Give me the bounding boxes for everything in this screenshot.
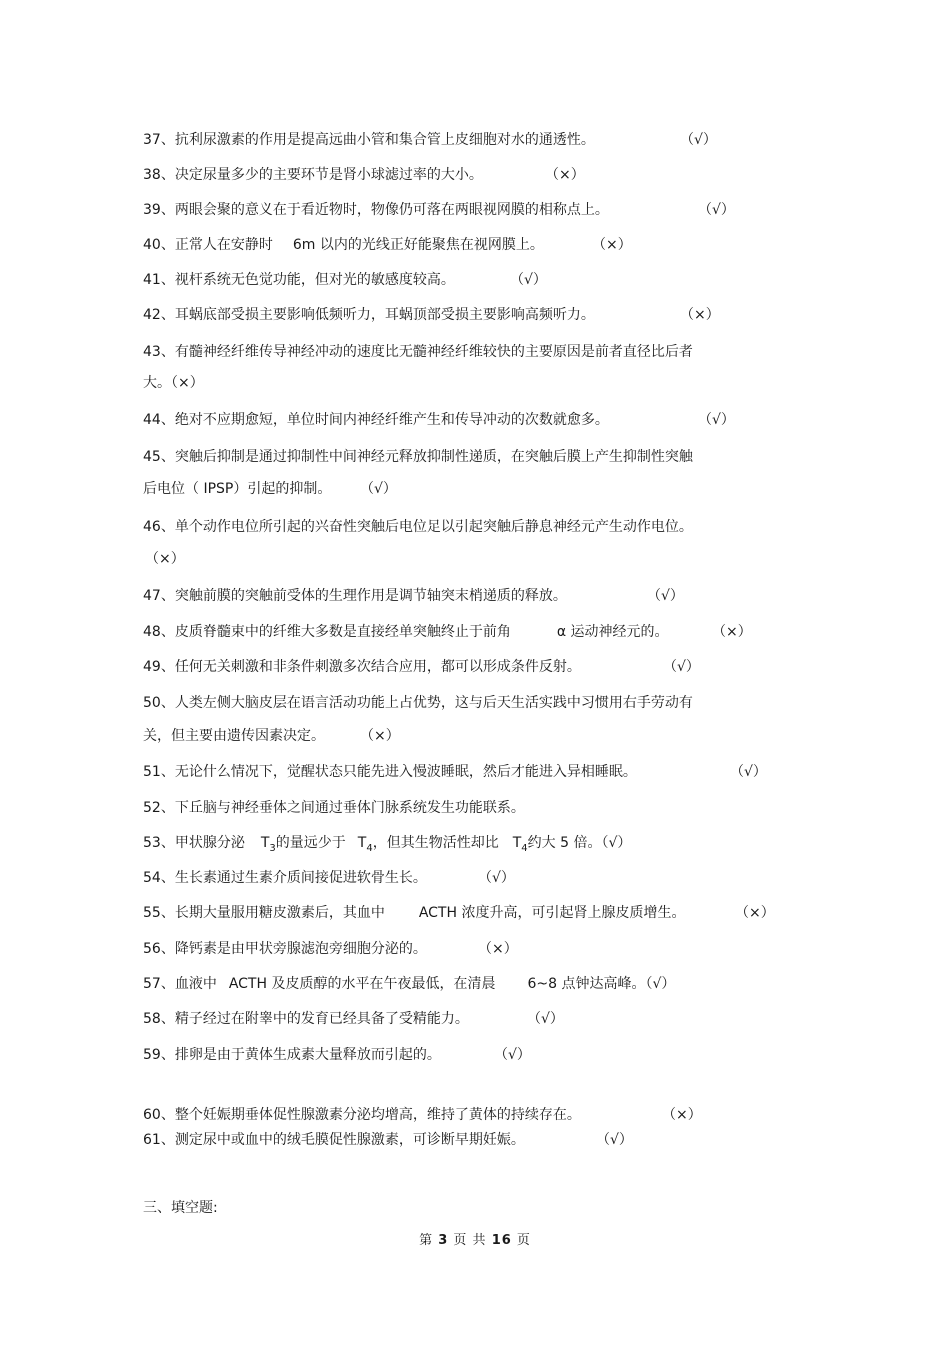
- item-41: [143, 270, 455, 290]
- answer-mark: （√）: [663, 659, 700, 675]
- item-text: 、视杆系统无色觉功能，但对光的敏感度较高。: [160, 272, 455, 288]
- item-55: [143, 903, 685, 923]
- subscript: 4: [366, 842, 373, 854]
- footer-text: 页 共: [453, 1233, 487, 1248]
- answer-mark: （√）: [680, 132, 717, 148]
- item-45: [143, 447, 693, 467]
- item-text: 6m 以内的光线正好能聚焦在视网膜上。: [292, 237, 544, 253]
- item-58: [143, 1009, 469, 1029]
- item-51: [143, 762, 637, 782]
- item-56: [143, 939, 427, 959]
- answer-mark: （×）: [712, 624, 752, 640]
- item-text: 6~8 点钟达高峰。（√）: [527, 976, 676, 992]
- item-number: 45: [143, 449, 161, 465]
- item-number: 51: [143, 764, 161, 780]
- item-text: T: [512, 835, 522, 851]
- item-continuation: 大。（×）: [143, 375, 204, 391]
- answer-mark: （√）: [527, 1011, 564, 1027]
- answer-mark: （√）: [730, 764, 767, 780]
- answer-mark: （×）: [478, 941, 518, 957]
- answer-mark: （×）: [680, 307, 720, 323]
- answer-mark: （√）: [596, 1132, 633, 1148]
- item-text: 、正常人在安静时: [160, 237, 273, 253]
- answer-mark: （×）: [360, 728, 400, 744]
- item-text: 、精子经过在附睾中的发育已经具备了受精能力。: [160, 1011, 469, 1027]
- item-49: [143, 657, 581, 677]
- item-text: 、测定尿中或血中的绒毛膜促性腺激素，可诊断早期妊娠。: [160, 1132, 525, 1148]
- item-text: 、甲状腺分泌: [160, 835, 245, 851]
- item-text: 、有髓神经纤维传导神经冲动的速度比无髓神经纤维较快的主要原因是前者直径比后者: [160, 344, 693, 360]
- item-text: 、下丘脑与神经垂体之间通过垂体门脉系统发生功能联系。: [160, 800, 525, 816]
- item-text: 、长期大量服用糖皮激素后，其血中: [160, 905, 385, 921]
- item-43: [143, 342, 693, 362]
- item-text: 、两眼会聚的意义在于看近物时，物像仍可落在两眼视网膜的相称点上。: [160, 202, 609, 218]
- item-44: [143, 410, 609, 430]
- item-42: [143, 305, 595, 325]
- item-52: [143, 798, 525, 818]
- item-text: 、人类左侧大脑皮层在语言活动功能上占优势，这与后天生活实践中习惯用右手劳动有: [160, 695, 693, 711]
- item-number: 60: [143, 1107, 161, 1123]
- item-text: 、突触前膜的突触前受体的生理作用是调节轴突末梢递质的释放。: [160, 588, 567, 604]
- footer-text: 第: [419, 1233, 434, 1248]
- item-number: 50: [143, 695, 161, 711]
- answer-mark: （√）: [698, 412, 735, 428]
- item-39: [143, 200, 609, 220]
- item-number: 53: [143, 835, 161, 851]
- item-text: α 运动神经元的。: [556, 624, 669, 640]
- item-54: [143, 868, 427, 888]
- item-number: 44: [143, 412, 161, 428]
- item-text: ACTH 及皮质醇的水平在午夜最低，在清晨: [228, 976, 496, 992]
- answer-mark: （√）: [698, 202, 735, 218]
- item-text: T: [260, 835, 270, 851]
- item-number: 49: [143, 659, 161, 675]
- item-48: [143, 622, 669, 642]
- footer-text: 页: [516, 1233, 531, 1248]
- item-text: 、血液中: [160, 976, 217, 992]
- item-40: [143, 235, 544, 255]
- item-61: [143, 1130, 525, 1150]
- item-53: [143, 833, 631, 853]
- item-continuation: 后电位（ IPSP）引起的抑制。: [143, 481, 332, 497]
- item-text: 、突触后抑制是通过抑制性中间神经元释放抑制性递质，在突触后膜上产生抑制性突触: [160, 449, 693, 465]
- page-footer: [0, 1232, 950, 1250]
- item-number: 61: [143, 1132, 161, 1148]
- answer-mark: （√）: [510, 272, 547, 288]
- item-number: 47: [143, 588, 161, 604]
- item-text: 、决定尿量多少的主要环节是肾小球滤过率的大小。: [160, 167, 483, 183]
- item-text: 、皮质脊髓束中的纤维大多数是直接经单突触终止于前角: [160, 624, 511, 640]
- item-57: [143, 974, 675, 994]
- item-text: 、抗利尿激素的作用是提高远曲小管和集合管上皮细胞对水的通透性。: [160, 132, 595, 148]
- item-text: 、降钙素是由甲状旁腺滤泡旁细胞分泌的。: [160, 941, 427, 957]
- item-number: 59: [143, 1047, 161, 1063]
- page-number: 3: [438, 1233, 449, 1248]
- item-number: 48: [143, 624, 161, 640]
- item-number: 40: [143, 237, 161, 253]
- answer-mark: （×）: [662, 1107, 702, 1123]
- item-text: 、整个妊娠期垂体促性腺激素分泌均增高，维持了黄体的持续存在。: [160, 1107, 581, 1123]
- item-number: 39: [143, 202, 161, 218]
- item-number: 41: [143, 272, 161, 288]
- item-number: 43: [143, 344, 161, 360]
- answer-mark: （×）: [545, 167, 585, 183]
- item-text: 、无论什么情况下，觉醒状态只能先进入慢波睡眠，然后才能进入异相睡眠。: [160, 764, 637, 780]
- item-text: 的量远少于: [275, 835, 346, 851]
- item-text: ACTH 浓度升高，可引起肾上腺皮质增生。: [418, 905, 686, 921]
- item-text: 、单个动作电位所引起的兴奋性突触后电位足以引起突触后静息神经元产生动作电位。: [160, 519, 693, 535]
- item-47: [143, 586, 567, 606]
- answer-mark: （×）: [735, 905, 775, 921]
- answer-mark: （√）: [647, 588, 684, 604]
- item-text: 、生长素通过生素介质间接促进软骨生长。: [160, 870, 427, 886]
- item-number: 54: [143, 870, 161, 886]
- item-number: 52: [143, 800, 161, 816]
- section-heading: 三、填空题:: [143, 1200, 218, 1216]
- item-number: 37: [143, 132, 161, 148]
- item-continuation: 关，但主要由遗传因素决定。: [143, 728, 325, 744]
- item-46: [143, 517, 693, 537]
- item-number: 57: [143, 976, 161, 992]
- item-60: [143, 1105, 581, 1125]
- page-total: 16: [491, 1233, 512, 1248]
- subscript: 4: [521, 842, 528, 854]
- item-text: 、排卵是由于黄体生成素大量释放而引起的。: [160, 1047, 441, 1063]
- item-number: 58: [143, 1011, 161, 1027]
- item-number: 56: [143, 941, 161, 957]
- item-continuation: （×）: [145, 551, 185, 567]
- subscript: 3: [269, 842, 276, 854]
- answer-mark: （×）: [592, 237, 632, 253]
- item-text: 、绝对不应期愈短，单位时间内神经纤维产生和传导冲动的次数就愈多。: [160, 412, 609, 428]
- item-text: 、耳蜗底部受损主要影响低频听力，耳蜗顶部受损主要影响高频听力。: [160, 307, 595, 323]
- item-text: ，但其生物活性却比: [372, 835, 499, 851]
- answer-mark: （√）: [494, 1047, 531, 1063]
- item-number: 55: [143, 905, 161, 921]
- item-text: T: [357, 835, 367, 851]
- item-text: 、任何无关刺激和非条件刺激多次结合应用，都可以形成条件反射。: [160, 659, 581, 675]
- item-number: 42: [143, 307, 161, 323]
- answer-mark: （√）: [478, 870, 515, 886]
- item-number: 46: [143, 519, 161, 535]
- answer-mark: （√）: [360, 481, 397, 497]
- item-50: [143, 693, 693, 713]
- item-59: [143, 1045, 441, 1065]
- item-number: 38: [143, 167, 161, 183]
- item-38: [143, 165, 483, 185]
- item-text: 约大 5 倍。（√）: [527, 835, 632, 851]
- item-37: [143, 130, 595, 150]
